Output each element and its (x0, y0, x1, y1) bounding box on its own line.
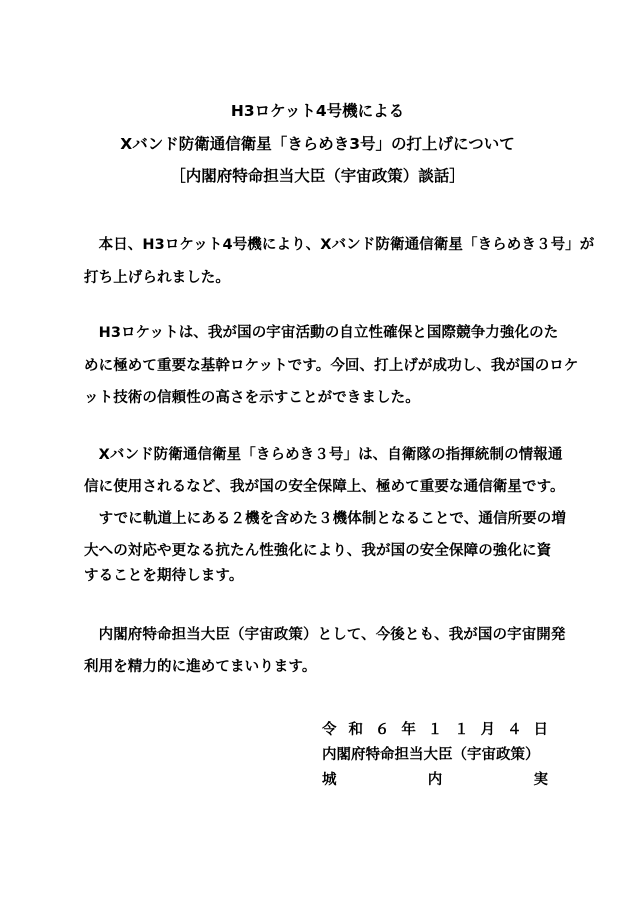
signature-date (322, 720, 548, 740)
paragraph-1-line-2: 打ち上げられました。 (84, 270, 230, 286)
title-line-3: ［内閣府特命担当大臣（宇宙政策）談話］ (170, 167, 465, 185)
date-char: 令 (322, 722, 337, 738)
paragraph-2-line-3: ット技術の信頼性の高さを示すことができました。 (84, 390, 420, 406)
paragraph-4-line-2: 利用を精力的に進めてまいります。 (84, 659, 317, 675)
signature-office: 内閣府特命担当大臣（宇宙政策） (322, 747, 540, 763)
date-char: ４ (507, 722, 522, 738)
paragraph-3-line-3: すでに軌道上にある２機を含めた３機体制となることで、通信所要の増 (84, 511, 566, 527)
paragraph-3-line-2: 信に使用されるなど、我が国の安全保障上、極めて重要な通信衛星です。 (84, 479, 565, 495)
date-char: 日 (533, 722, 548, 738)
title-line-2: Xバンド防衛通信衛星「きらめき3号」の打上げについて (120, 135, 515, 153)
paragraph-3-line-4: 大への対応や更なる抗たん性強化により、我が国の安全保障の強化に資 (84, 543, 552, 559)
date-char: ６ (374, 722, 390, 738)
date-char: 和 (348, 722, 363, 738)
date-char: 年 (401, 722, 416, 738)
date-char: １ (454, 722, 469, 738)
paragraph-3-line-5: することを期待します。 (84, 568, 244, 584)
title-line-1: H3ロケット4号機による (230, 102, 405, 120)
paragraph-4-line-1: 内閣府特命担当大臣（宇宙政策）として、今後とも、我が国の宇宙開発 (84, 627, 566, 643)
paragraph-2-line-2: めに極めて重要な基幹ロケットです。今回、打上げが成功し、我が国のロケ (84, 358, 579, 374)
name-char: 内 (427, 772, 443, 788)
date-char: 月 (480, 722, 496, 738)
date-char: １ (427, 722, 443, 738)
paragraph-1-line-1: 本日、H3ロケット4号機により、Xバンド防衛通信衛星「きらめき３号」が (84, 237, 595, 253)
paragraph-2-line-1: H3ロケットは、我が国の宇宙活動の自立性確保と国際競争力強化のた (84, 325, 559, 341)
name-char: 実 (533, 772, 548, 788)
paragraph-3-line-1: Xバンド防衛通信衛星「きらめき３号」は、自衛隊の指揮統制の情報通 (84, 447, 563, 463)
signature-name (322, 770, 548, 790)
name-char: 城 (322, 772, 337, 788)
